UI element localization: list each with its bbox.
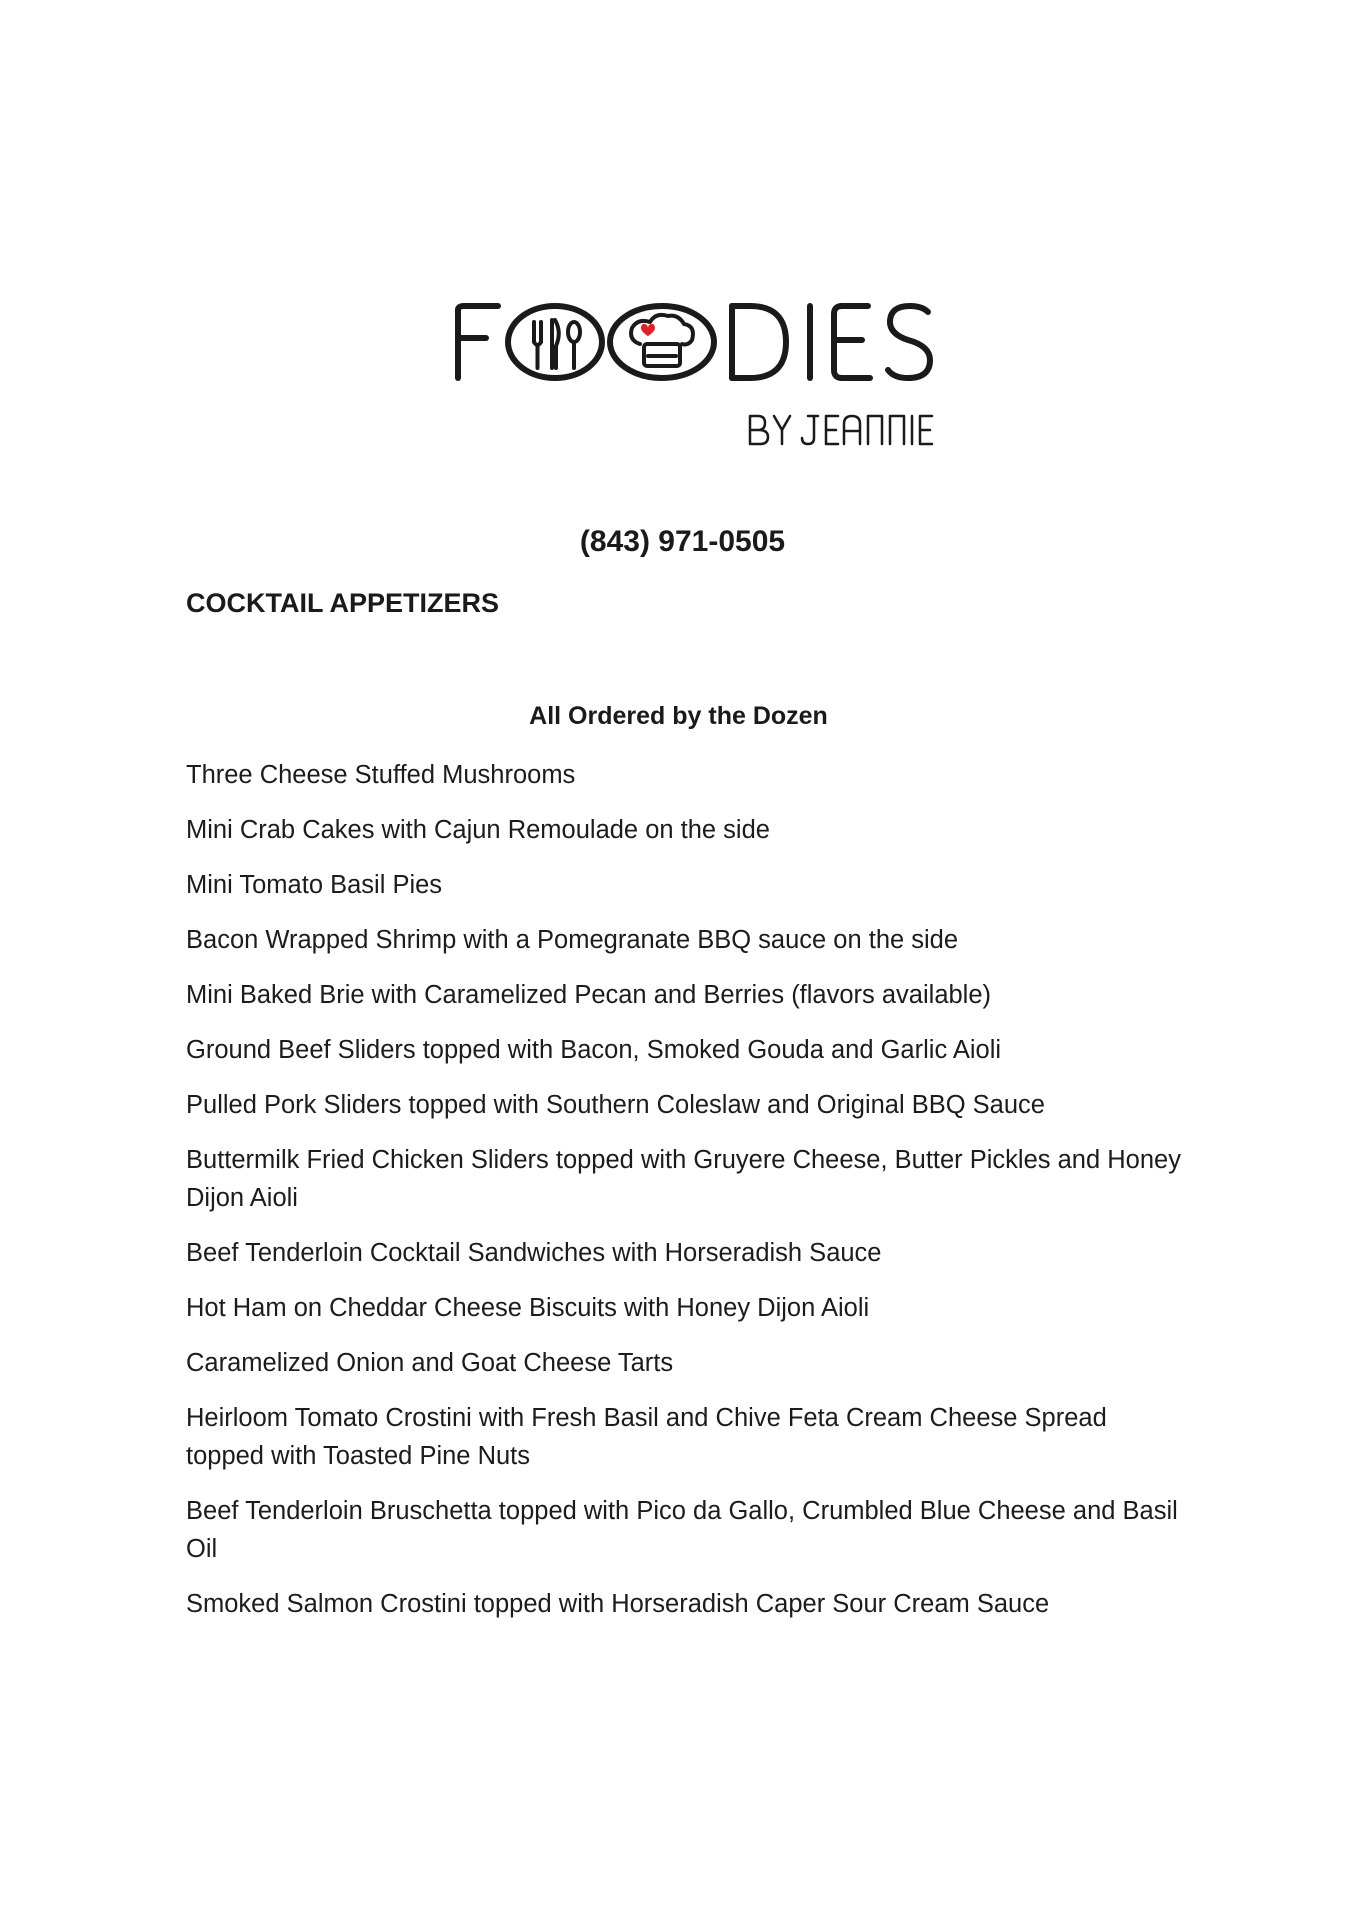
- order-note: All Ordered by the Dozen: [529, 702, 828, 730]
- menu-item: Buttermilk Fried Chicken Sliders topped with Gruyere Cheese, Butter Pickles and Honey Dijon Aioli: [186, 1146, 1181, 1212]
- logo-chef-hat-o: [610, 306, 714, 378]
- menu-item: Mini Tomato Basil Pies: [186, 871, 443, 899]
- spoon-icon: [568, 322, 580, 368]
- menu-item: Hot Ham on Cheddar Cheese Biscuits with Honey Dijon Aioli: [186, 1294, 870, 1322]
- menu-item: Heirloom Tomato Crostini with Fresh Basil and Chive Feta Cream Cheese Spread topped with Toasted Pine Nuts: [186, 1404, 1107, 1470]
- menu-item: Three Cheese Stuffed Mushrooms: [186, 761, 576, 789]
- logo-letter-f: [458, 306, 498, 378]
- menu-item: Pulled Pork Sliders topped with Southern Coleslaw and Original BBQ Sauce: [186, 1091, 1045, 1119]
- knife-icon: [552, 320, 559, 368]
- logo-letter-e: [834, 306, 870, 378]
- heart-icon: [641, 324, 655, 336]
- logo-letter-d: [732, 306, 786, 378]
- menu-item: Beef Tenderloin Bruschetta topped with Pico da Gallo, Crumbled Blue Cheese and Basil Oil: [186, 1497, 1178, 1563]
- section-title: COCKTAIL APPETIZERS: [186, 588, 500, 618]
- menu-item: Caramelized Onion and Goat Cheese Tarts: [186, 1349, 674, 1377]
- menu-item: Beef Tenderloin Cocktail Sandwiches with Horseradish Sauce: [186, 1239, 882, 1267]
- menu-item: Smoked Salmon Crostini topped with Horseradish Caper Sour Cream Sauce: [186, 1590, 1050, 1618]
- foodies-logo: [450, 300, 940, 460]
- menu-item: Mini Crab Cakes with Cajun Remoulade on the side: [186, 816, 770, 844]
- appetizer-list: [186, 756, 1186, 1640]
- logo-utensil-o: [508, 306, 602, 378]
- menu-item: Ground Beef Sliders topped with Bacon, Smoked Gouda and Garlic Aioli: [186, 1036, 1002, 1064]
- phone-number: (843) 971-0505: [579, 525, 786, 558]
- menu-item: Mini Baked Brie with Caramelized Pecan and Berries (flavors available): [186, 981, 992, 1009]
- fork-icon: [534, 322, 541, 368]
- logo-letter-s: [888, 306, 930, 378]
- menu-item: Bacon Wrapped Shrimp with a Pomegranate BBQ sauce on the side: [186, 926, 959, 954]
- logo-byline: [750, 416, 932, 444]
- chef-hat-icon: [631, 315, 693, 366]
